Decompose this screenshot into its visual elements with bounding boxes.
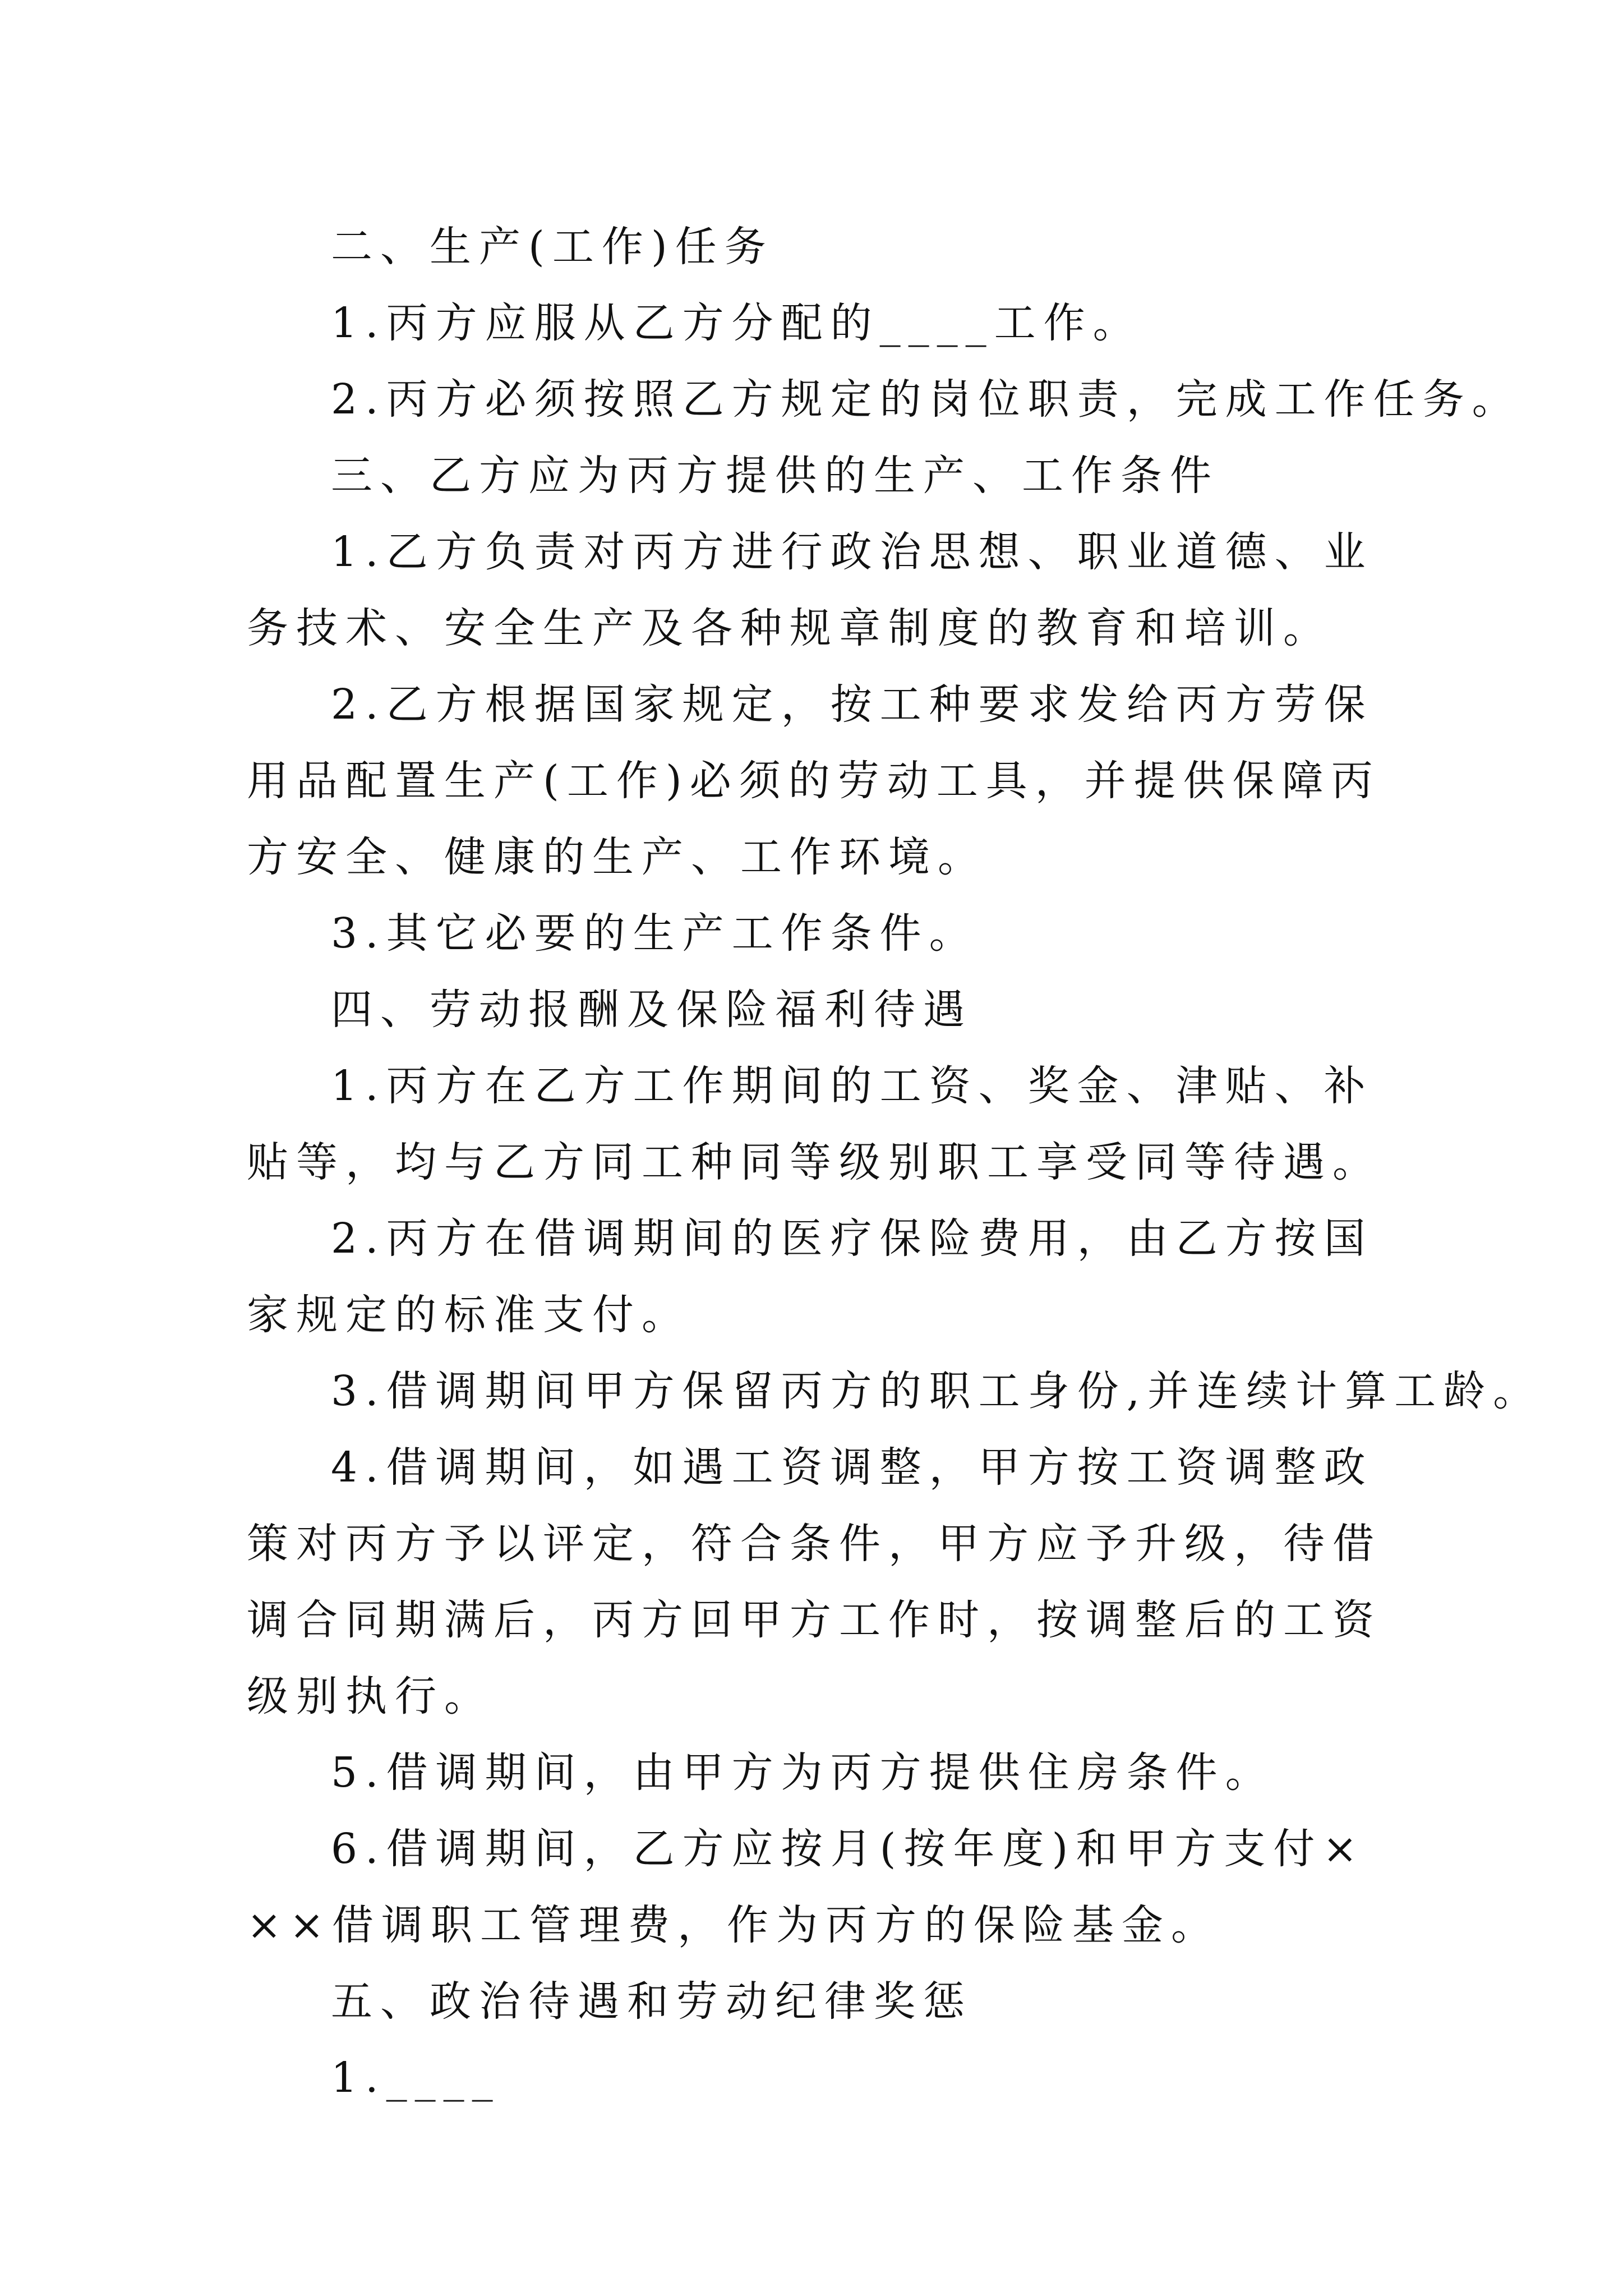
section-heading-3: 三、乙方应为丙方提供的生产、工作条件 (331, 452, 1219, 500)
paragraph: 3.其它必要的生产工作条件。 (331, 909, 979, 958)
section-heading-5: 五、政治待遇和劳动纪律奖惩 (331, 1977, 972, 2026)
paragraph: 3.借调期间甲方保留丙方的职工身份,并连续计算工龄。 (331, 1367, 1543, 1415)
paragraph: 6.借调期间，乙方应按月(按年度)和甲方支付×××借调职工管理费，作为丙方的保险基金。 (247, 1825, 1366, 1949)
paragraph: 4.借调期间，如遇工资调整，甲方按工资调整政策对丙方予以评定，符合条件，甲方应予升级，待借调合同期满后，丙方回甲方工作时，按调整后的工资级别执行。 (247, 1443, 1382, 1720)
paragraph: 2.丙方必须按照乙方规定的岗位职责，完成工作任务。 (331, 375, 1521, 424)
paragraph: 1.____ (331, 2054, 501, 2102)
paragraph: 1.丙方应服从乙方分配的____工作。 (331, 299, 1142, 347)
paragraph: 2.乙方根据国家规定，按工种要求发给丙方劳保用品配置生产(工作)必须的劳动工具，并提供保障丙方安全、健康的生产、工作环境。 (247, 680, 1381, 881)
paragraph: 2.丙方在借调期间的医疗保险费用，由乙方按国家规定的标准支付。 (247, 1214, 1373, 1339)
paragraph: 1.丙方在乙方工作期间的工资、奖金、津贴、补贴等，均与乙方同工种同等级别职工享受同等待遇。 (247, 1062, 1382, 1186)
document-body (247, 209, 1543, 2116)
paragraph: 5.借调期间，由甲方为丙方提供住房条件。 (331, 1749, 1275, 1797)
section-heading-2: 二、生产(工作)任务 (331, 223, 774, 271)
paragraph: 1.乙方负责对丙方进行政治思想、职业道德、业务技术、安全生产及各种规章制度的教育和培训。 (247, 528, 1373, 652)
section-heading-4: 四、劳动报酬及保险福利待遇 (331, 986, 972, 1034)
